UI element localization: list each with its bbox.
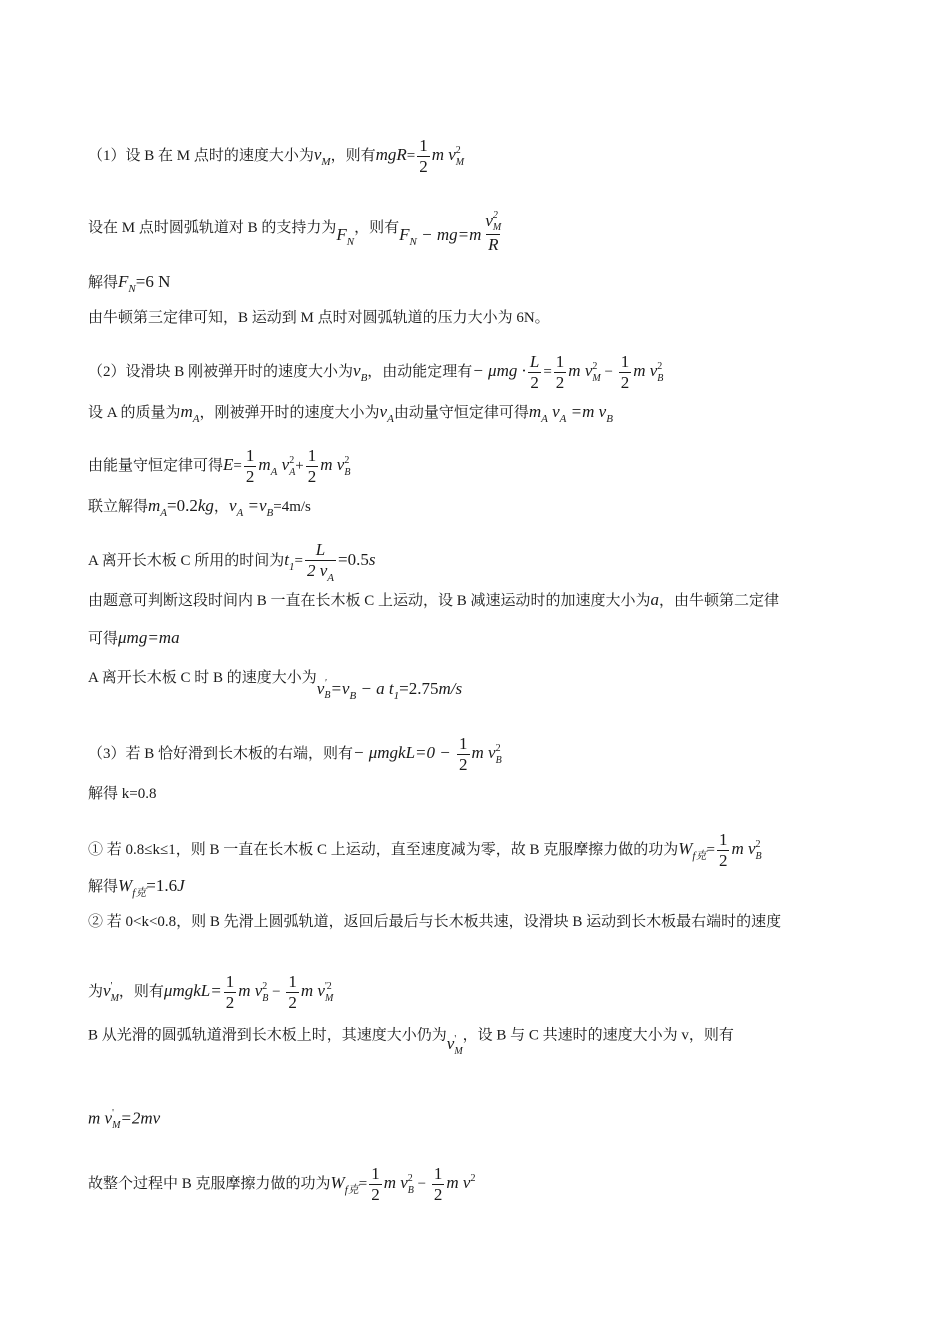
paragraph-16: 解得$W_{f克}=1.6J$: [88, 876, 185, 899]
paragraph-2: 设在 M 点时圆弧轨道对 B 的支持力为$F_N$，则有$F_N - mg=m$ v 2 M R: [88, 210, 502, 254]
paragraph-5: （2）设滑块 B 刚被弹开时的速度大小为$v_B$，由动能定理有− μmg · $\frac{L}{2}$ = $\frac{1}{2}$ m v 2 M − $\frac{1}{2}$ m v 2 B: [88, 352, 664, 392]
paragraph-15: ① 若 0.8≤k≤1，则 B 一直在长木板 C 上运动，直至速度减为零，故 B 克服摩擦力做的功为$W_{f克}=$ $\frac{1}{2}$ m v 2 B: [88, 830, 762, 870]
paragraph-10: 由题意可判断这段时间内 B 一直在长木板 C 上运动，设 B 减速运动时的加速度大小为a，由牛顿第二定律: [88, 590, 780, 609]
paragraph-20: m v ' M =2mv: [88, 1108, 161, 1131]
paragraph-1: （1）设 B 在 M 点时的速度大小为$v_M$，则有mgR= $\frac{1}{2}$ m v 2 M: [88, 136, 465, 176]
paragraph-12: A 离开长木板 C 时 B 的速度大小为v ' B $=v_B - a$ $t_1=2.75m/s$: [88, 669, 463, 702]
paragraph-14: 解得 k=0.8: [88, 786, 157, 802]
paragraph-17: ② 若 0<k<0.8，则 B 先滑上圆弧轨道，返回后最后与长木板共速，设滑块 B 运动到长木板最右端时的速度: [88, 914, 782, 930]
fraction: $\frac{1}{2}$: [419, 136, 428, 176]
paragraph-4: 由牛顿第三定律可知，B 运动到 M 点时对圆弧轨道的压力大小为 6N。: [88, 310, 550, 326]
paragraph-13: （3）若 B 恰好滑到长木板的右端，则有− μmgkL=0 − $\frac{1}{2}$ m v 2 B: [88, 734, 502, 774]
paragraph-7: 由能量守恒定律可得E= $\frac{1}{2}$ $m_A$ v 2 A + $\frac{1}{2}$ m v 2 B: [88, 446, 351, 486]
paragraph-18: 为v ' M ，则有μmgkL= $\frac{1}{2}$ m v 2 B − $\frac{1}{2}$ m v '2 M: [88, 972, 334, 1012]
paragraph-9: A 离开长木板 C 所用的时间为$t_1=$ $\frac{L}{2 v_A}$ =0.5s: [88, 540, 376, 584]
paragraph-6: 设 A 的质量为$m_A$，刚被弹开时的速度大小为$v_A$由动量守恒定律可得$m_A$ $v_A =m$ $v_B$: [88, 402, 613, 425]
paragraph-19: B 从光滑的圆弧轨道滑到长木板上时，其速度大小仍为v ' M ，设 B 与 C 共速时的速度大小为 v，则有: [88, 1027, 734, 1057]
paragraph-21: 故整个过程中 B 克服摩擦力做的功为$W_{f克}=$ $\frac{1}{2}$ m v 2 B − $\frac{1}{2}$ m $v^2$: [88, 1164, 476, 1204]
paragraph-3: 解得$F_N=6$ N: [88, 272, 171, 295]
paragraph-11: 可得μmg=ma: [88, 628, 180, 647]
paragraph-8: 联立解得$m_A=0.2kg$，$v_A =v_B=4m/s$: [88, 496, 311, 519]
text: （1）设 B 在 M 点时的速度大小为: [88, 147, 314, 164]
